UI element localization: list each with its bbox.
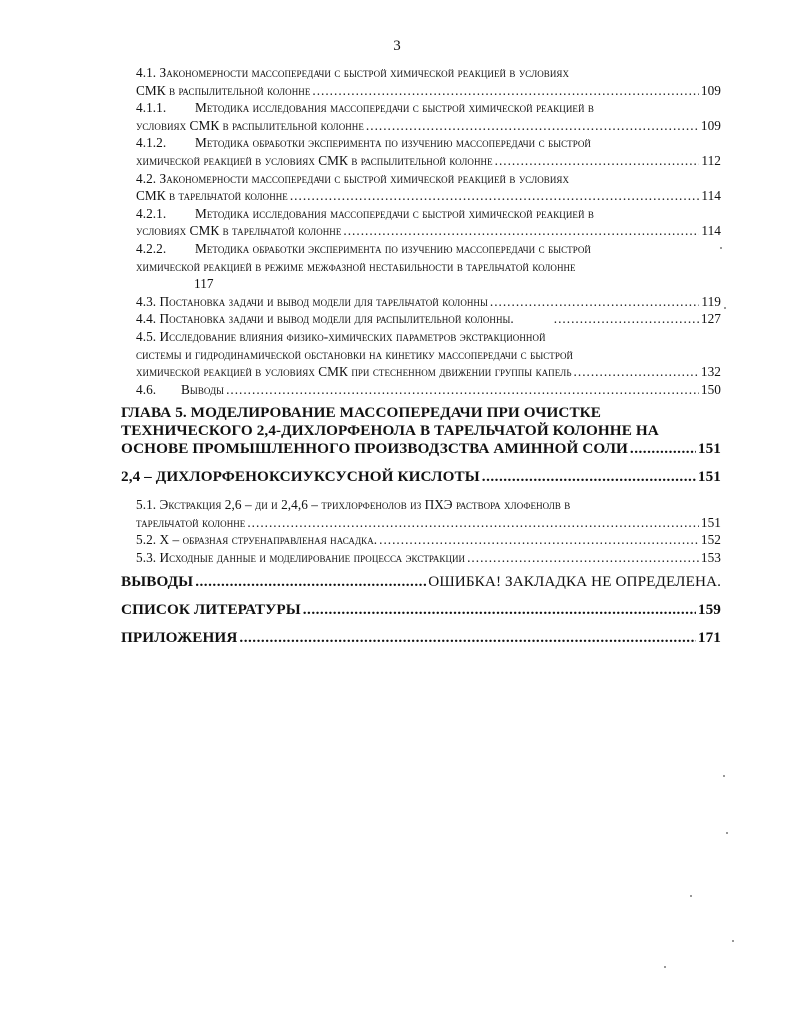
toc-page-number: 152 bbox=[700, 532, 721, 548]
page-number: 3 bbox=[393, 38, 401, 54]
toc-conclusions[interactable] bbox=[121, 573, 721, 591]
dot-leader bbox=[482, 468, 696, 486]
scan-speck bbox=[690, 895, 692, 897]
dot-leader bbox=[239, 629, 696, 647]
toc-entry-text: Выводы bbox=[181, 381, 225, 397]
dot-leader bbox=[312, 82, 699, 100]
toc-chapter-title: ВЫВОДЫ bbox=[121, 572, 194, 590]
toc-entry-text: 5.1. Экстракция 2,6 – ди и 2,4,6 – трихлорфенолов из ПХЭ раствора хлофенолв в bbox=[136, 497, 571, 513]
toc-chapter-5[interactable] bbox=[121, 404, 721, 458]
toc-entry-5-1[interactable] bbox=[136, 496, 721, 531]
dot-leader bbox=[343, 222, 699, 240]
toc-entry-5-3[interactable] bbox=[136, 549, 721, 567]
toc-entry-4-1-1[interactable] bbox=[136, 99, 721, 134]
toc-entry-text: 5.3. Исходные данные и моделирование процесса экстракции bbox=[136, 550, 466, 566]
toc-entry-text: 5.2. Х – образная струенаправленая насадка. bbox=[136, 532, 378, 548]
toc-entry-text: 4.2. Закономерности массопередачи с быстрой химической реакцией в условиях bbox=[136, 170, 569, 186]
toc-chapter-title: ТЕХНИЧЕСКОГО 2,4-ДИХЛОРФЕНОЛА В ТАРЕЛЬЧАТОЙ КОЛОННЕ НА bbox=[121, 422, 659, 440]
toc-entry-4-2-1[interactable] bbox=[136, 205, 721, 240]
dot-leader bbox=[303, 601, 696, 619]
table-of-contents bbox=[0, 64, 794, 647]
toc-entry-number: 4.6. bbox=[136, 381, 157, 397]
toc-entry-text: химической реакцией в условиях СМК при стесненном движении группы капель bbox=[136, 364, 572, 380]
toc-entry-text: условиях СМК в распылительной колонне bbox=[136, 117, 364, 133]
toc-page-number: 117 bbox=[194, 276, 214, 292]
scan-speck bbox=[724, 307, 726, 309]
dot-leader bbox=[226, 381, 699, 399]
scan-speck bbox=[732, 940, 734, 942]
scan-speck bbox=[720, 247, 722, 249]
toc-entry-4-4[interactable] bbox=[136, 310, 721, 328]
toc-entry-number: 4.2.2. bbox=[136, 240, 167, 256]
toc-error-text: ОШИБКА! ЗАКЛАДКА НЕ ОПРЕДЕЛЕНА. bbox=[428, 572, 721, 590]
toc-entry-text: Методика исследования массопередачи с быстрой химической реакцией в bbox=[195, 100, 594, 116]
dot-leader bbox=[490, 293, 700, 311]
toc-page-number: 151 bbox=[697, 468, 721, 486]
toc-chapter-title: ГЛАВА 5. МОДЕЛИРОВАНИЕ МАССОПЕРЕДАЧИ ПРИ ОЧИСТКЕ bbox=[121, 404, 602, 422]
toc-page-number: 153 bbox=[700, 550, 721, 566]
toc-entry-text: 4.5. Исследование влияния физико-химических параметров экстракционной bbox=[136, 328, 546, 344]
toc-page-number: 109 bbox=[700, 82, 721, 98]
toc-entry-text: химической реакцией в режиме межфазной нестабильности в тарельчатой колонне bbox=[136, 258, 576, 274]
toc-chapter-title: ПРИЛОЖЕНИЯ bbox=[121, 628, 238, 646]
dot-leader bbox=[290, 187, 700, 205]
toc-page-number: 150 bbox=[700, 381, 721, 397]
dot-leader bbox=[247, 514, 699, 532]
toc-entry-text: СМК в тарельчатой колонне bbox=[136, 188, 288, 204]
toc-page-number: 132 bbox=[700, 364, 721, 380]
toc-page-number: 127 bbox=[700, 311, 721, 327]
dot-leader bbox=[467, 549, 699, 567]
toc-page-number: 112 bbox=[701, 152, 721, 168]
toc-chapter-title: 2,4 – ДИХЛОРФЕНОКСИУКСУСНОЙ КИСЛОТЫ bbox=[121, 468, 480, 486]
toc-entry-text: 4.4. Постановка задачи и вывод модели для распылительной колонны. bbox=[136, 311, 514, 327]
scan-speck bbox=[723, 775, 725, 777]
scan-speck bbox=[664, 966, 666, 968]
dot-leader bbox=[195, 573, 426, 591]
toc-page-number: 114 bbox=[701, 223, 721, 239]
toc-entry-4-1-2[interactable] bbox=[136, 134, 721, 169]
toc-entry-text: 4.1. Закономерности массопередачи с быстрой химической реакцией в условиях bbox=[136, 65, 569, 80]
dot-leader bbox=[366, 117, 699, 135]
toc-entry-4-2-2[interactable] bbox=[136, 240, 721, 293]
toc-entry-4-1[interactable] bbox=[136, 64, 721, 99]
toc-chapter-title: СПИСОК ЛИТЕРАТУРЫ bbox=[121, 600, 301, 618]
toc-entry-4-3[interactable] bbox=[136, 293, 721, 311]
toc-page-number: 119 bbox=[701, 293, 721, 309]
toc-entry-text: Методика обработки эксперимента по изучению массопередачи с быстрой bbox=[195, 135, 591, 151]
dot-leader bbox=[379, 531, 699, 549]
toc-entry-text: 4.3. Постановка задачи и вывод модели для тарельчатой колонны bbox=[136, 293, 488, 309]
toc-page-number: 114 bbox=[701, 188, 721, 204]
toc-entry-number: 4.1.2. bbox=[136, 135, 167, 151]
toc-entry-text: химической реакцией в условиях СМК в распылительной колонне bbox=[136, 152, 493, 168]
toc-entry-text: условиях СМК в тарельчатой колонне bbox=[136, 223, 342, 239]
toc-entry-number: 4.1.1. bbox=[136, 100, 167, 116]
toc-references[interactable] bbox=[121, 601, 721, 619]
toc-entry-5-2[interactable] bbox=[136, 531, 721, 549]
toc-entry-text: Методика исследования массопередачи с быстрой химической реакцией в bbox=[195, 205, 594, 221]
toc-entry-4-2[interactable] bbox=[136, 170, 721, 205]
toc-entry-text: Методика обработки эксперимента по изучению массопередачи с быстрой bbox=[195, 240, 591, 256]
toc-page-number: 109 bbox=[700, 117, 721, 133]
toc-page-number: 171 bbox=[697, 628, 721, 646]
dot-leader bbox=[495, 152, 700, 170]
dot-leader bbox=[574, 363, 699, 381]
toc-entry-text: СМК в распылительной колонне bbox=[136, 82, 311, 98]
toc-chapter-5-continued[interactable] bbox=[121, 468, 721, 486]
toc-page-number: 151 bbox=[697, 440, 721, 458]
toc-chapter-title: ОСНОВЕ ПРОМЫШЛЕННОГО ПРОИЗВОДЗСТВА АМИННОЙ СОЛИ bbox=[121, 440, 628, 458]
scan-speck bbox=[726, 832, 728, 834]
toc-page-number: 151 bbox=[700, 514, 721, 530]
dot-leader bbox=[554, 310, 699, 328]
toc-entry-text: системы и гидродинамической обстановки на кинетику массопередачи с быстрой bbox=[136, 346, 574, 362]
toc-entry-number: 4.2.1. bbox=[136, 205, 167, 221]
toc-entry-text: тарельчатой колонне bbox=[136, 514, 246, 530]
dot-leader bbox=[630, 440, 696, 458]
toc-entry-4-6[interactable] bbox=[136, 381, 721, 399]
toc-appendices[interactable] bbox=[121, 629, 721, 647]
toc-page-number: 159 bbox=[697, 600, 721, 618]
toc-entry-4-5[interactable] bbox=[136, 328, 721, 381]
